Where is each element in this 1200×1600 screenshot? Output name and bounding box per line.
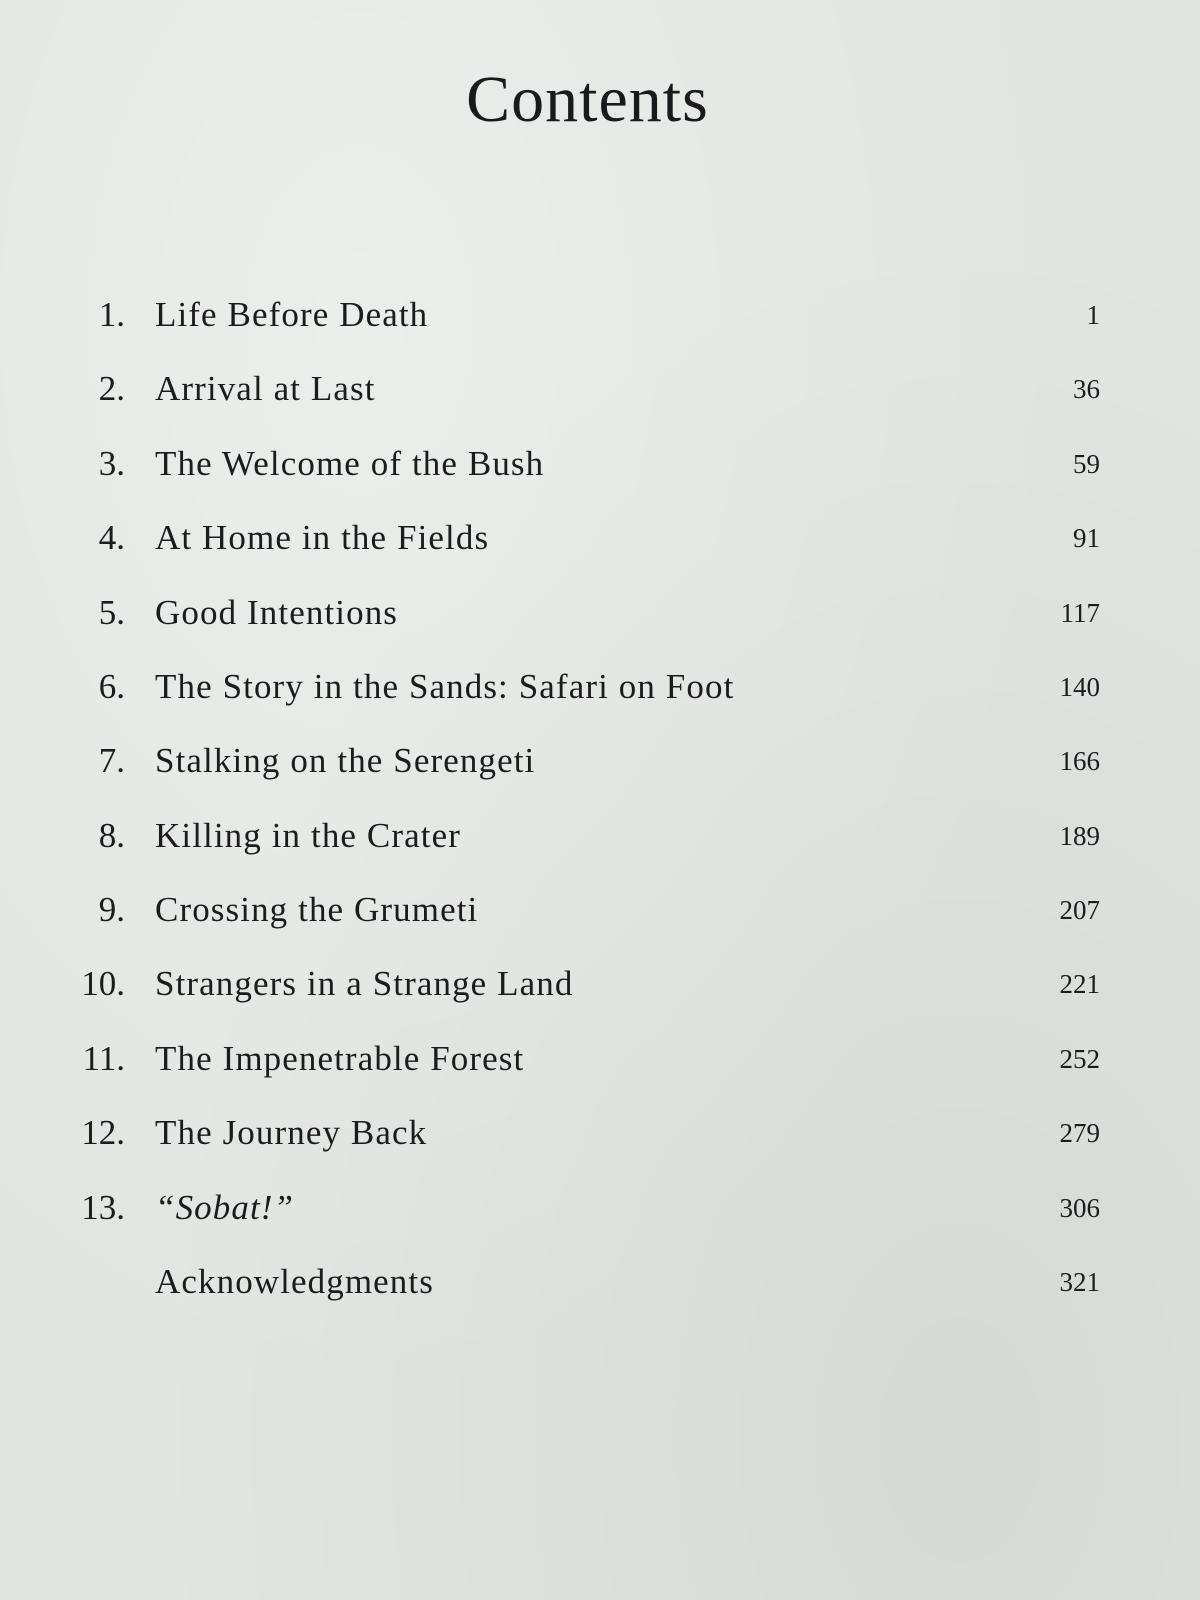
page-number: 91: [1073, 523, 1100, 553]
page-number: 140: [1059, 672, 1100, 702]
toc-entry[interactable]: [0, 364, 1200, 414]
page-number: 36: [1073, 374, 1100, 404]
page-title: Contents: [466, 63, 709, 136]
chapter-title: The Journey Back: [155, 1113, 428, 1152]
chapter-title: “Sobat!”: [155, 1188, 295, 1227]
chapter-title: Strangers in a Strange Land: [155, 964, 574, 1003]
toc-entry[interactable]: [0, 439, 1200, 489]
chapter-title: Good Intentions: [155, 593, 399, 632]
chapter-number: 7.: [98, 741, 125, 780]
page-number: 279: [1059, 1118, 1100, 1148]
page-number: 166: [1059, 746, 1100, 776]
toc-entry[interactable]: [0, 588, 1200, 638]
page-number: 117: [1060, 598, 1100, 628]
page-number: 306: [1059, 1193, 1100, 1223]
page-number: 207: [1059, 895, 1100, 925]
chapter-number: 1.: [98, 295, 125, 334]
page-number: 189: [1059, 821, 1100, 851]
chapter-number: 8.: [98, 816, 125, 855]
chapter-number: 9.: [98, 890, 125, 929]
chapter-title: At Home in the Fields: [155, 518, 490, 557]
page-number: 1: [1086, 300, 1100, 330]
chapter-title: The Impenetrable Forest: [155, 1039, 525, 1078]
toc-entry[interactable]: [0, 290, 1200, 340]
page-number: 321: [1059, 1267, 1100, 1297]
chapter-number: 2.: [98, 369, 125, 408]
chapter-number: 5.: [98, 593, 125, 632]
toc-entry[interactable]: [0, 959, 1200, 1009]
toc-entry[interactable]: [0, 811, 1200, 861]
toc-entry[interactable]: [0, 1257, 1200, 1307]
chapter-number: 12.: [81, 1113, 125, 1152]
chapter-number: 11.: [82, 1039, 125, 1078]
chapter-title: The Welcome of the Bush: [155, 444, 545, 483]
chapter-title: The Story in the Sands: Safari on Foot: [155, 667, 735, 706]
chapter-title: Life Before Death: [155, 295, 429, 334]
toc-entry[interactable]: [0, 662, 1200, 712]
toc-entry[interactable]: [0, 736, 1200, 786]
toc-entry[interactable]: [0, 1108, 1200, 1158]
toc-entry[interactable]: [0, 1183, 1200, 1233]
chapter-number: 3.: [98, 444, 125, 483]
toc-entry[interactable]: [0, 513, 1200, 563]
chapter-number: 4.: [98, 518, 125, 557]
chapter-title: Arrival at Last: [155, 369, 376, 408]
chapter-title: Stalking on the Serengeti: [155, 741, 536, 780]
page-number: 221: [1059, 969, 1100, 999]
chapter-title: Crossing the Grumeti: [155, 890, 479, 929]
chapter-title: Killing in the Crater: [155, 816, 461, 855]
page-number: 252: [1059, 1044, 1100, 1074]
page-number: 59: [1073, 449, 1100, 479]
toc-entry[interactable]: [0, 1034, 1200, 1084]
chapter-number: 6.: [98, 667, 125, 706]
chapter-title: Acknowledgments: [155, 1262, 434, 1301]
toc-entry[interactable]: [0, 885, 1200, 935]
chapter-number: 13.: [81, 1188, 125, 1227]
chapter-number: 10.: [81, 964, 125, 1003]
